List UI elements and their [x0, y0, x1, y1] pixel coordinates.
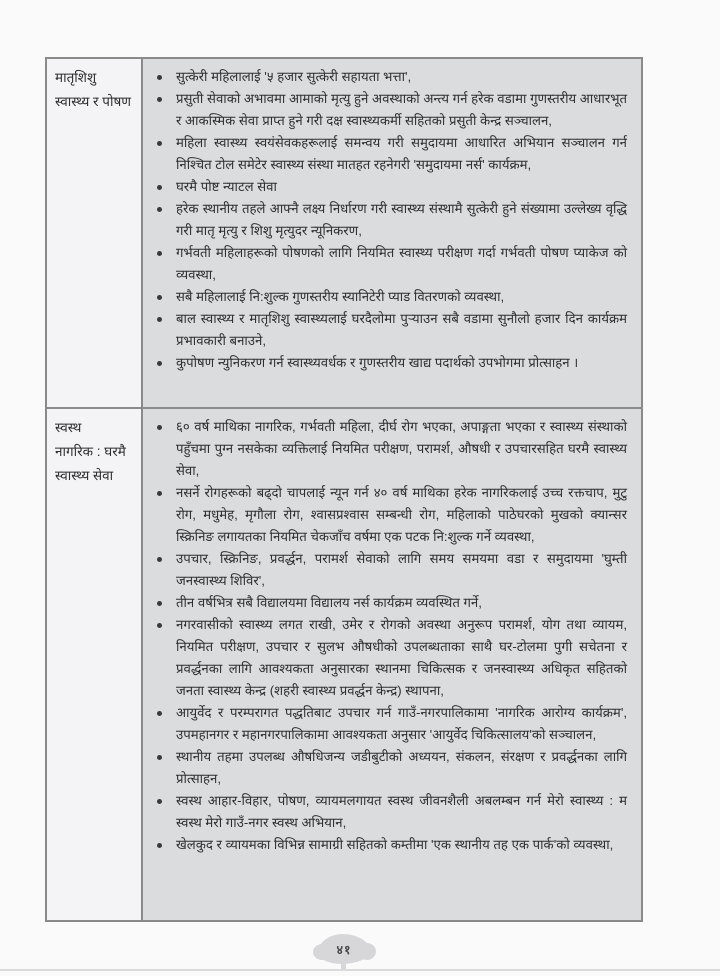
row-label-cell — [47, 59, 143, 407]
bullet-item: आयुर्वेद र परम्परागत पद्धतिबाट उपचार गर्न गाउँ-नगरपालिकामा 'नागरिक आरोग्य कार्यक्रम', उपमहानगर र महानगरपालिकामा आवश्यकता अनुसार 'आयुर्वेद चिकित्सालय'को सञ्चालन, — [149, 702, 627, 746]
row-label-line: स्वास्थ्य र पोषण — [55, 94, 132, 109]
page-bottom-divider — [0, 969, 720, 971]
bullet-item: सुत्केरी महिलालाई '५ हजार सुत्केरी सहायता भत्ता', — [149, 66, 627, 88]
bullet-item: कुपोषण न्युनिकरण गर्न स्वास्थ्यवर्धक र गुणस्तरीय खाद्य पदार्थको उपभोगमा प्रोत्साहन । — [149, 352, 627, 374]
page-number-watermark — [315, 934, 373, 968]
page-number: ४१ — [336, 943, 352, 957]
row-content-cell — [143, 409, 641, 920]
bullet-item: प्रसुती सेवाको अभावमा आमाको मृत्यु हुने अवस्थाको अन्त्य गर्न हरेक वडामा गुणस्तरीय आधारभूत र आकस्मिक सेवा प्राप्त हुने गरी दक्ष स्वास्थ्यकर्मी सहितको प्रसुती केन्द्र सञ्चालन, — [149, 88, 627, 132]
row-label-line: स्वस्थ — [55, 420, 82, 435]
table-row — [47, 59, 641, 407]
row-label-line: मातृशिशु — [55, 70, 97, 85]
bullet-item: उपचार, स्क्रिनिङ, प्रवर्द्धन, परामर्श सेवाको लागि समय समयमा वडा र समुदायमा 'घुम्ती जनस्वास्थ्य शिविर', — [149, 548, 627, 592]
bullet-item: महिला स्वास्थ्य स्वयंसेवकहरूलाई समन्वय गरी समुदायमा आधारित अभियान सञ्चालन गर्न निश्चित टोल समेटेर स्वास्थ्य संस्था मातहत रहनेगरी 'समुदायमा नर्स' कार्यक्रम, — [149, 132, 627, 176]
row-label — [55, 66, 136, 114]
row-label-line: स्वास्थ्य सेवा — [55, 468, 114, 483]
row-label — [55, 416, 136, 488]
row-label-line: नागरिक : घरमै — [55, 444, 126, 459]
bullet-item: नसर्ने रोगहरूको बढ्दो चापलाई न्यून गर्न ४० वर्ष माथिका हरेक नागरिकलाई उच्च रक्तचाप, मुटु रोग, मधुमेह, मृगौला रोग, श्वासप्रश्वास सम्बन्धी रोग, महिलाको पाठेघरको मुखको क्यान्सर स्क्रिनिङ लगायतका नियमित चेकजाँच वर्षमा एक पटक नि:शुल्क गर्ने व्यवस्था, — [149, 482, 627, 548]
bullet-item: हरेक स्थानीय तहले आफ्नै लक्ष्य निर्धारण गरी स्वास्थ्य संस्थामै सुत्केरी हुने संख्यामा उल्लेख्य वृद्धि गरी मातृ मृत्यु र शिशु मृत्युदर न्यूनिकरण, — [149, 198, 627, 242]
bullet-item: घरमै पोष्ट न्याटल सेवा — [149, 176, 627, 198]
table-row — [47, 407, 641, 920]
bullet-item: गर्भवती महिलाहरूको पोषणको लागि नियमित स्वास्थ्य परीक्षण गर्दा गर्भवती पोषण प्याकेज को व्यवस्था, — [149, 242, 627, 286]
bullet-item: तीन वर्षभित्र सबै विद्यालयमा विद्यालय नर्स कार्यक्रम व्यवस्थित गर्ने, — [149, 592, 627, 614]
bullet-item: ६० वर्ष माथिका नागरिक, गर्भवती महिला, दीर्घ रोग भएका, अपाङ्गता भएका र स्वास्थ्य संस्थाको पहुँचमा पुग्न नसकेका व्यक्तिलाई नियमित परीक्षण, परामर्श, औषधी र उपचारसहित घरमै स्वास्थ्य सेवा, — [149, 416, 627, 482]
policy-table — [45, 57, 643, 922]
bullet-item: नगरवासीको स्वास्थ्य लगत राखी, उमेर र रोगको अवस्था अनुरूप परामर्श, योग तथा व्यायम, नियमित परीक्षण, उपचार र सुलभ औषधीको उपलब्धताका साथै घर-टोलमा पुगी सचेतना र प्रवर्द्धनका लागि आवश्यकता अनुसारका स्थानमा चिकित्सक र जनस्वास्थ्य अधिकृत सहितको जनता स्वास्थ्य केन्द्र (शहरी स्वास्थ्य प्रवर्द्धन केन्द्र) स्थापना, — [149, 614, 627, 702]
bullet-list — [149, 416, 627, 856]
row-content-cell — [143, 59, 641, 407]
bullet-item: स्थानीय तहमा उपलब्ध औषधिजन्य जडीबुटीको अध्ययन, संकलन, संरक्षण र प्रवर्द्धनका लागि प्रोत्साहन, — [149, 746, 627, 790]
bullet-item: स्वस्थ आहार-विहार, पोषण, व्यायमलगायत स्वस्थ जीवनशैली अबलम्बन गर्न मेरो स्वास्थ्य : म स्वस्थ मेरो गाउँ-नगर स्वस्थ अभियान, — [149, 790, 627, 834]
row-label-cell — [47, 409, 143, 920]
bullet-item: बाल स्वास्थ्य र मातृशिशु स्वास्थ्यलाई घरदैलोमा पुऱ्याउन सबै वडामा सुनौलो हजार दिन कार्यक्रम प्रभावकारी बनाउने, — [149, 308, 627, 352]
bullet-list — [149, 66, 627, 374]
bullet-item: सबै महिलालाई नि:शुल्क गुणस्तरीय स्यानिटेरी प्याड वितरणको व्यवस्था, — [149, 286, 627, 308]
bullet-item: खेलकुद र व्यायमका विभिन्न सामाग्री सहितको कम्तीमा 'एक स्थानीय तह एक पार्क'को व्यवस्था, — [149, 834, 627, 856]
